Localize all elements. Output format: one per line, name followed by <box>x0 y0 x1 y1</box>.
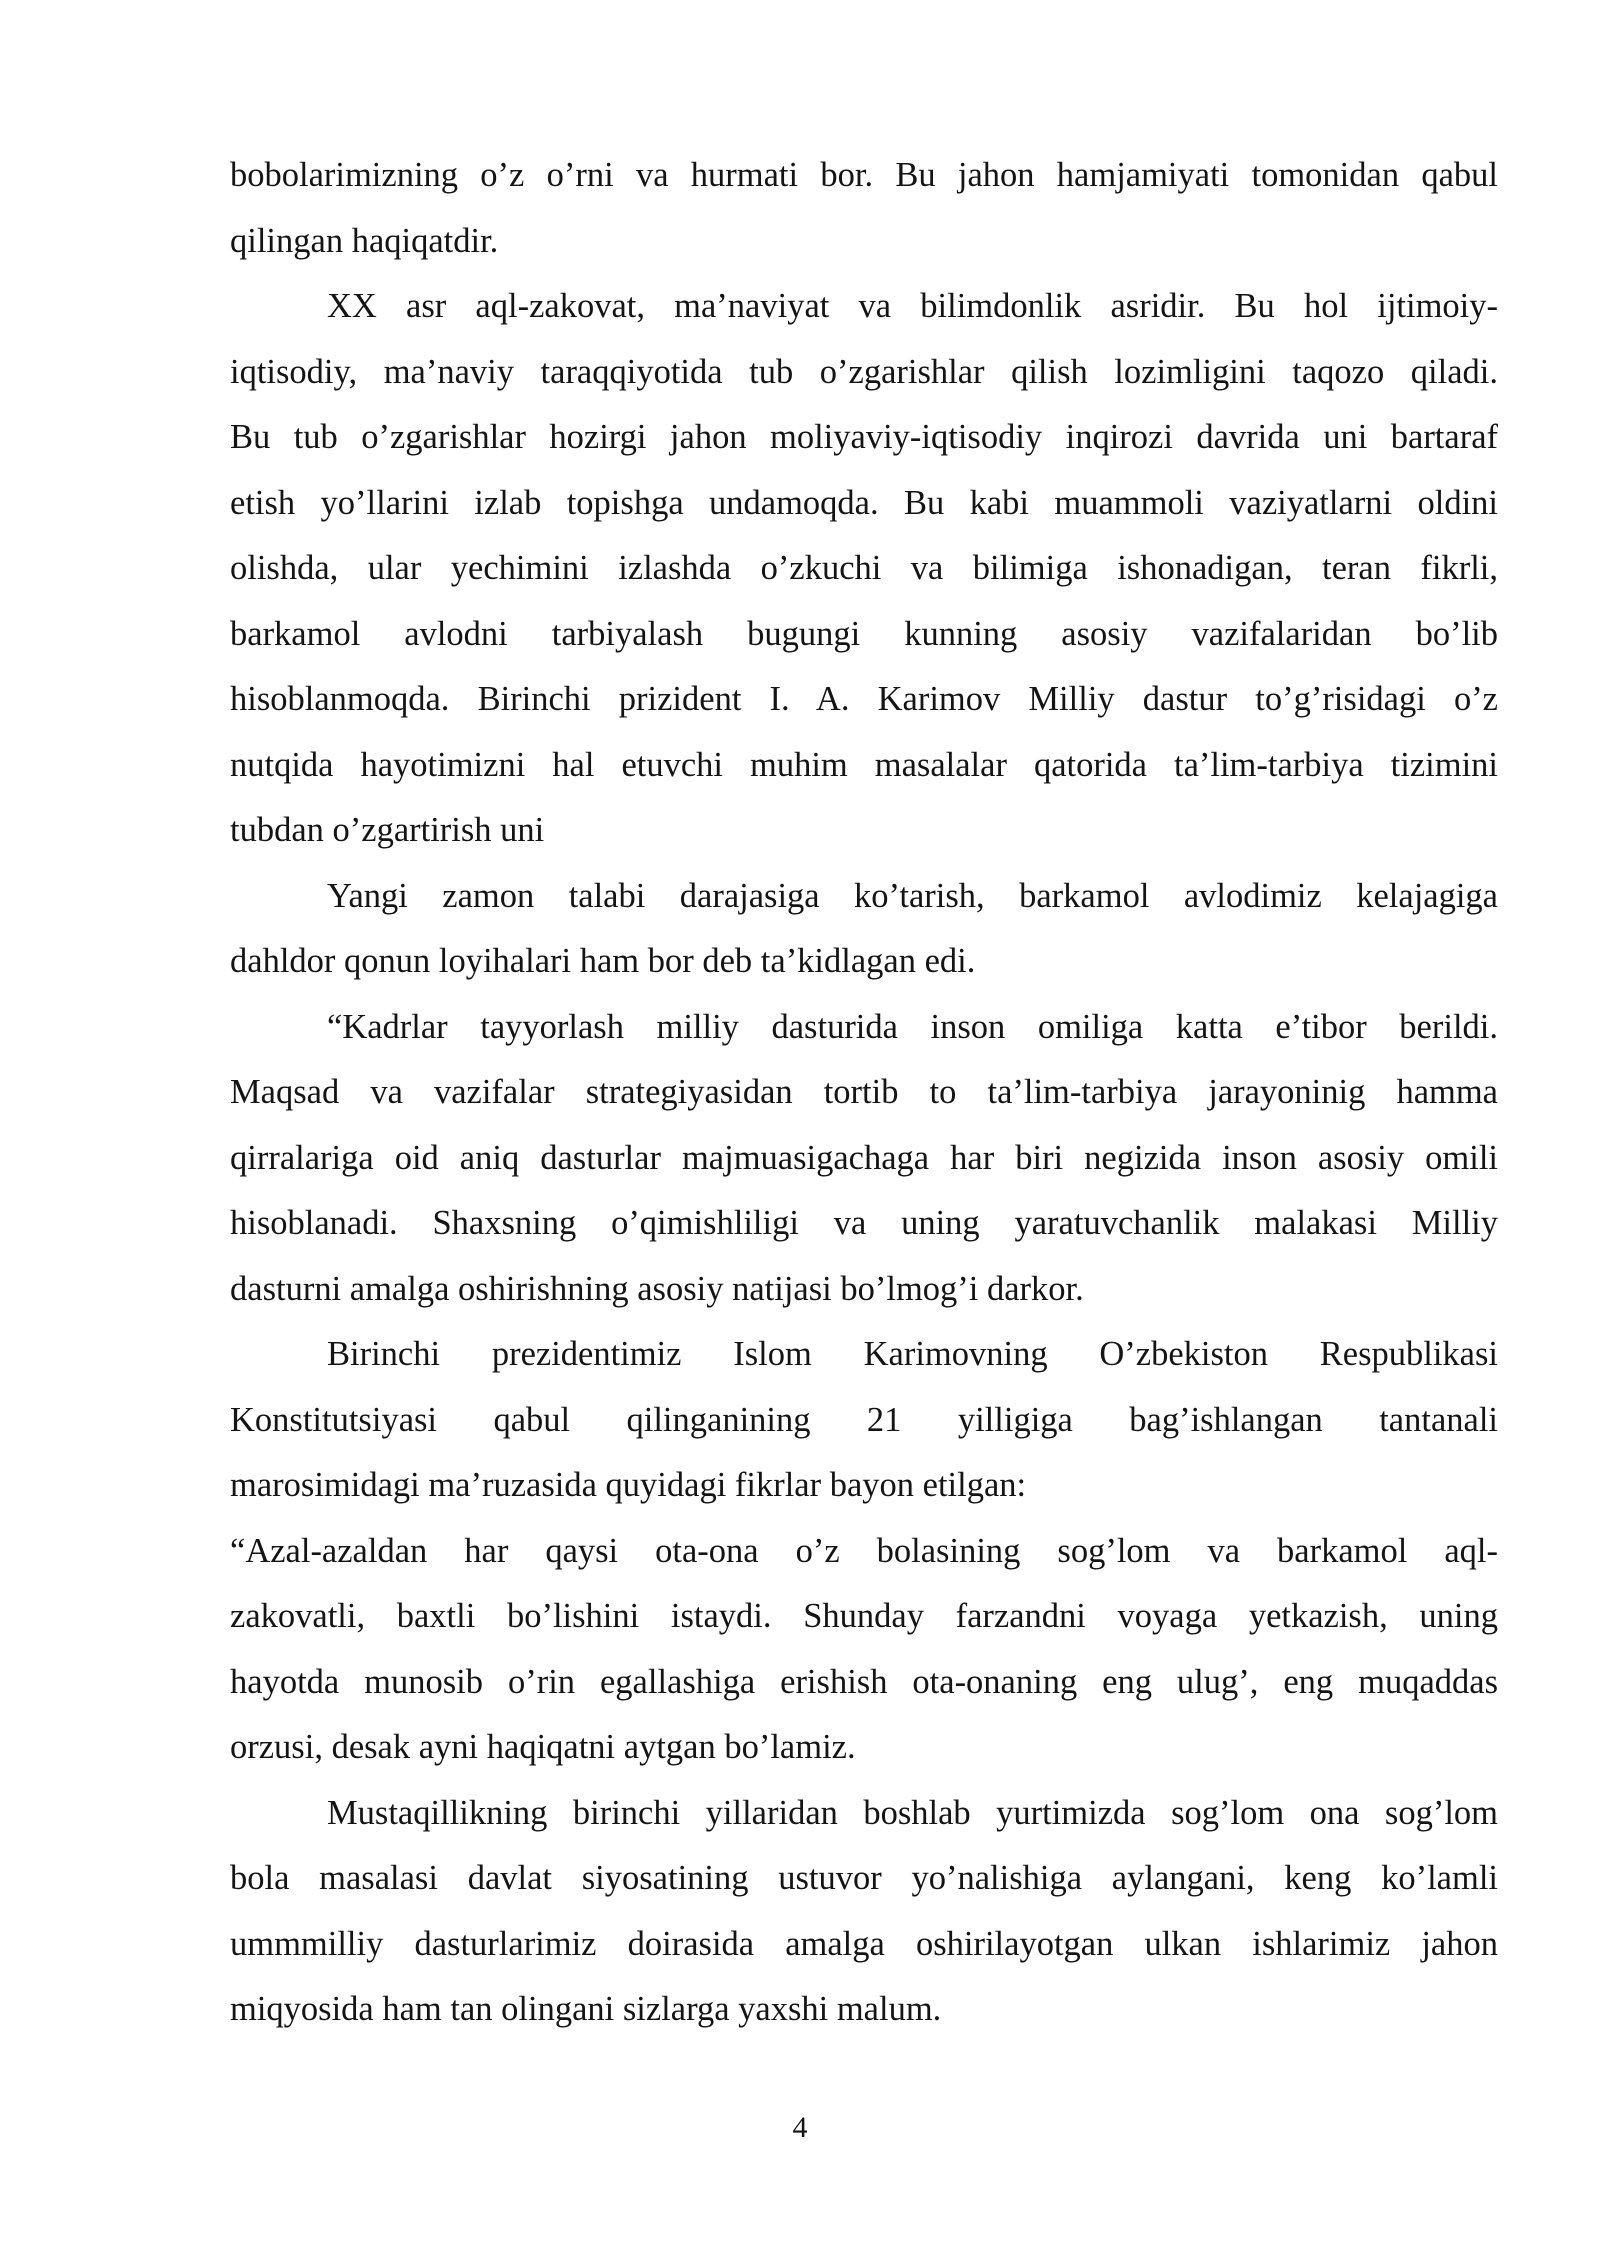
page-number: 4 <box>792 2111 808 2144</box>
text-line: nutqida hayotimizni hal etuvchi muhim masalalar qatorida ta’lim-tarbiya tizimini <box>230 745 1498 784</box>
text-line: bobolarimizning o’z o’rni va hurmati bor. Bu jahon hamjamiyati tomonidan qabul <box>230 156 1498 194</box>
text-line: barkamol avlodni tarbiyalash bugungi kunning asosiy vazifalaridan bo’lib <box>230 614 1498 653</box>
document-body <box>230 143 1498 2043</box>
text-line: miqyosida ham tan olingani sizlarga yaxshi malum. <box>230 1990 942 2028</box>
text-line: iqtisodiy, ma’naviy taraqqiyotida tub o’zgarishlar qilish lozimligini taqozo qiladi. <box>230 352 1498 391</box>
text-line: marosimidagi ma’ruzasida quyidagi fikrlar bayon etilgan: <box>230 1466 1027 1504</box>
text-line: orzusi, desak ayni haqiqatni aytgan bo’lamiz. <box>230 1728 856 1766</box>
paragraph-start-line: Mustaqillikning birinchi yillaridan boshlab yurtimizda sog’lom ona sog’lom <box>327 1793 1498 1832</box>
paragraph-start-line: XX asr aql-zakovat, ma’naviyat va bilimdonlik asridir. Bu hol ijtimoiy- <box>327 287 1498 325</box>
text-line: hayotda munosib o’rin egallashiga erishish ota-onaning eng ulug’, eng muqaddas <box>230 1662 1498 1701</box>
text-line: ummmilliy dasturlarimiz doirasida amalga oshirilayotgan ulkan ishlarimiz jahon <box>230 1924 1498 1963</box>
text-line: qirralariga oid aniq dasturlar majmuasigachaga har biri negizida inson asosiy omili <box>230 1138 1498 1177</box>
text-line: bola masalasi davlat siyosatining ustuvor yo’nalishiga aylangani, keng ko’lamli <box>230 1859 1498 1897</box>
text-line: etish yo’llarini izlab topishga undamoqda. Bu kabi muammoli vaziyatlarni oldini <box>230 483 1498 522</box>
text-line: Konstitutsiyasi qabul qilinganining 21 yilligiga bag’ishlangan tantanali <box>230 1400 1498 1439</box>
paragraph-start-line: Birinchi prezidentimiz Islom Karimovning O’zbekiston Respublikasi <box>327 1335 1498 1373</box>
text-line: hisoblanadi. Shaxsning o’qimishliligi va uning yaratuvchanlik malakasi Milliy <box>230 1204 1498 1242</box>
text-line: dasturni amalga oshirishning asosiy natijasi bo’lmog’i darkor. <box>230 1269 1084 1308</box>
text-line: zakovatli, baxtli bo’lishini istaydi. Shunday farzandni voyaga yetkazish, uning <box>230 1597 1498 1635</box>
text-line: tubdan o’zgartirish uni <box>230 811 545 849</box>
paragraph-start-line: “Kadrlar tayyorlash milliy dasturida inson omiliga katta e’tibor berildi. <box>327 1007 1498 1046</box>
text-line: Bu tub o’zgarishlar hozirgi jahon moliyaviy-iqtisodiy inqirozi davrida uni bartaraf <box>230 418 1498 456</box>
text-line: qilingan haqiqatdir. <box>230 221 499 260</box>
text-line: hisoblanmoqda. Birinchi prizident I. A. Karimov Milliy dastur to’g’risidagi o’z <box>230 680 1498 718</box>
quote-start-line: “Azal-azaldan har qaysi ota-ona o’z bolasining sog’lom va barkamol aql- <box>230 1531 1498 1570</box>
paragraph-start-line: Yangi zamon talabi darajasiga ko’tarish, barkamol avlodimiz kelajagiga <box>327 876 1498 915</box>
text-line: olishda, ular yechimini izlashda o’zkuchi va bilimiga ishonadigan, teran fikrli, <box>230 549 1498 587</box>
text-line: dahldor qonun loyihalari ham bor deb ta’kidlagan edi. <box>230 942 976 980</box>
text-line: Maqsad va vazifalar strategiyasidan tortib to ta’lim-tarbiya jarayoninig hamma <box>230 1073 1498 1111</box>
